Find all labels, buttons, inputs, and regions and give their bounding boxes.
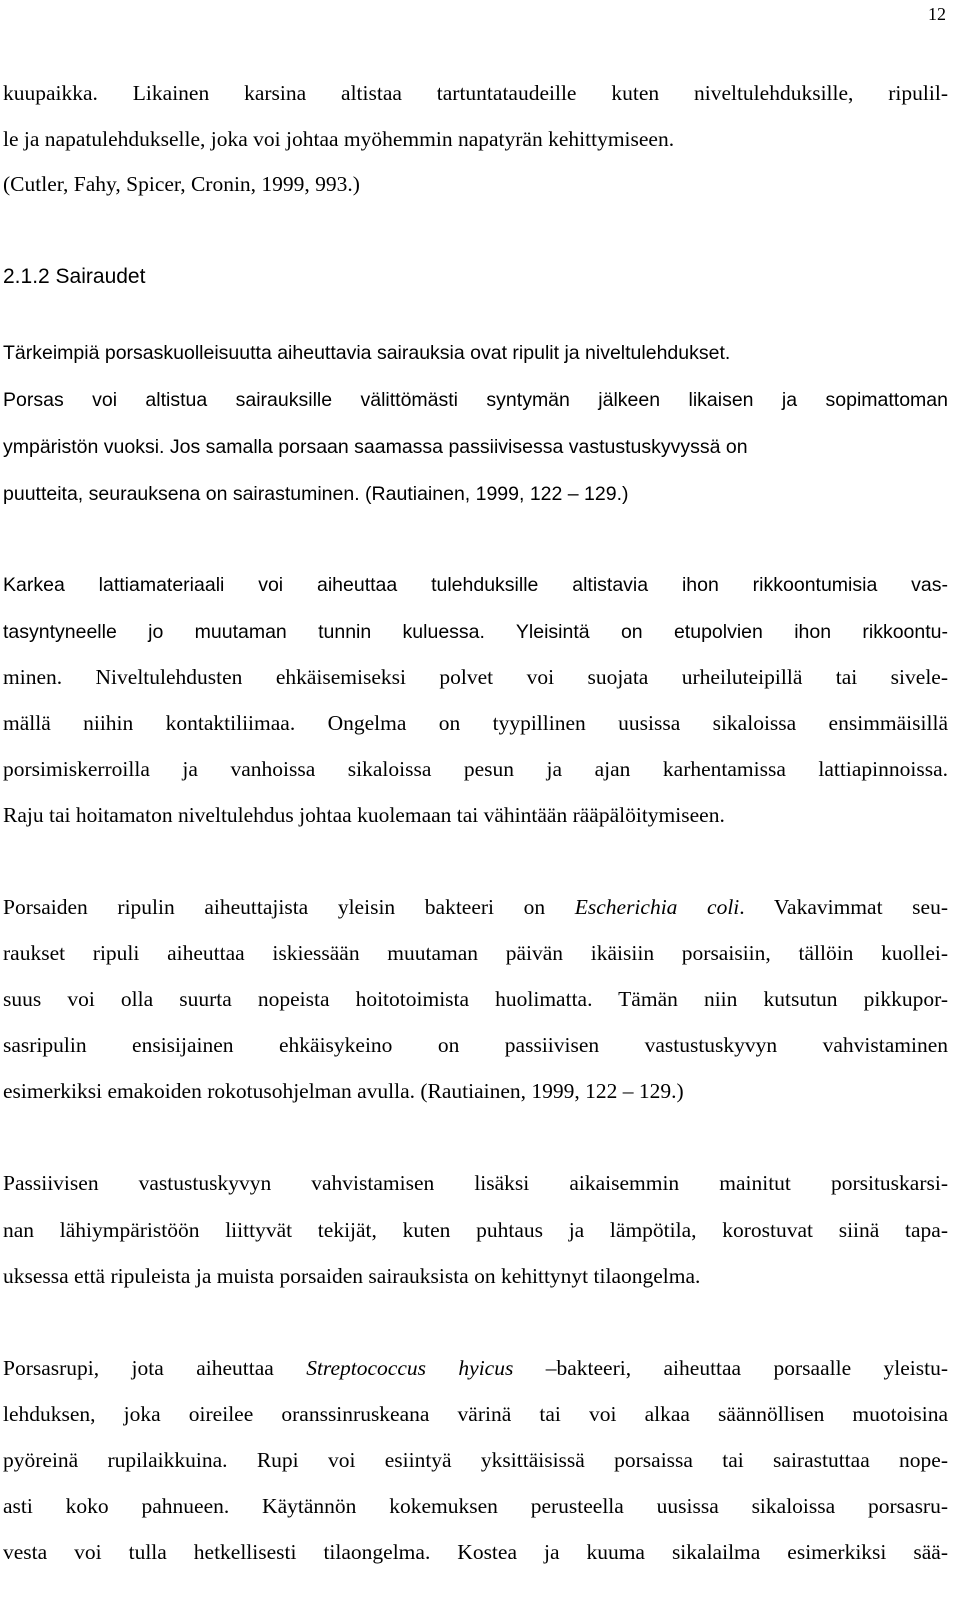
species-name-escherichia-coli: Escherichia coli <box>574 895 740 919</box>
paragraph-5-line-2: nan lähiympäristöön liittyvät tekijät, kuten puhtaus ja lämpötila, korostuvat siinä tapa- <box>3 1218 948 1242</box>
section-heading: 2.1.2 Sairaudet <box>3 265 146 288</box>
paragraph-3-line-6: Raju tai hoitamaton niveltulehdus johtaa kuolemaan tai vähintään rääpälöitymiseen. <box>3 803 725 827</box>
paragraph-6-line-4: asti koko pahnueen. Käytännön kokemuksen perusteella uusissa sikaloissa porsasru- <box>3 1494 948 1518</box>
species-name-streptococcus-hyicus: Streptococcus hyicus <box>306 1356 514 1380</box>
page-number: 12 <box>928 4 946 24</box>
paragraph-6-line-3: pyöreinä rupilaikkuina. Rupi voi esiintyä yksittäisissä porsaissa tai sairastuttaa nope- <box>3 1448 948 1472</box>
paragraph-1-line-3: (Cutler, Fahy, Spicer, Cronin, 1999, 993.) <box>3 172 360 196</box>
paragraph-4-line-1-text-a: Porsaiden ripulin aiheuttajista yleisin bakteeri on <box>3 895 575 919</box>
paragraph-4-line-2: raukset ripuli aiheuttaa iskiessään muutaman päivän ikäisiin porsaisiin, tällöin kuollei- <box>3 941 948 965</box>
paragraph-3-line-2: tasyntyneelle jo muutaman tunnin kuluessa. Yleisintä on etupolvien ihon rikkoontu- <box>3 621 948 643</box>
paragraph-3-line-5: porsimiskerroilla ja vanhoissa sikaloissa pesun ja ajan karhentamissa lattiapinnoissa. <box>3 757 948 781</box>
paragraph-3-line-3: minen. Niveltulehdusten ehkäisemiseksi polvet voi suojata urheiluteipillä tai sivele- <box>3 665 948 689</box>
paragraph-3-line-4: mällä niihin kontaktiliimaa. Ongelma on tyypillinen uusissa sikaloissa ensimmäisillä <box>3 711 948 735</box>
paragraph-6-line-5: vesta voi tulla hetkellisesti tilaongelma. Kostea ja kuuma sikalailma esimerkiksi sää- <box>3 1540 948 1564</box>
paragraph-1-line-1: kuupaikka. Likainen karsina altistaa tartuntataudeille kuten niveltulehduksille, ripulil- <box>3 81 948 105</box>
paragraph-5-line-1: Passiivisen vastustuskyvyn vahvistamisen lisäksi aikaisemmin mainitut porsituskarsi- <box>3 1171 948 1195</box>
paragraph-2-line-2: Porsas voi altistua sairauksille välittömästi syntymän jälkeen likaisen ja sopimattoman <box>3 389 948 411</box>
paragraph-4-line-1 <box>3 894 948 920</box>
paragraph-4-line-3: suus voi olla suurta nopeista hoitotoimista huolimatta. Tämän niin kutsutun pikkupor- <box>3 987 948 1011</box>
paragraph-2-line-3: ympäristön vuoksi. Jos samalla porsaan saamassa passiivisessa vastustuskyvyssä on <box>3 436 748 458</box>
paragraph-4-line-4: sasripulin ensisijainen ehkäisykeino on passiivisen vastustuskyvyn vahvistaminen <box>3 1033 948 1057</box>
paragraph-6-line-1 <box>3 1355 948 1381</box>
paragraph-2-line-4: puutteita, seurauksena on sairastuminen. (Rautiainen, 1999, 122 – 129.) <box>3 483 629 505</box>
paragraph-6-line-2: lehduksen, joka oireilee oranssinruskeana värinä tai voi alkaa säännöllisen muotoisina <box>3 1402 948 1426</box>
paragraph-6-line-1-text-a: Porsasrupi, jota aiheuttaa <box>3 1356 307 1380</box>
paragraph-5-line-3: uksessa että ripuleista ja muista porsaiden sairauksista on kehittynyt tilaongelma. <box>3 1264 701 1288</box>
paragraph-4-line-5: esimerkiksi emakoiden rokotusohjelman avulla. (Rautiainen, 1999, 122 – 129.) <box>3 1079 684 1103</box>
paragraph-3-line-1: Karkea lattiamateriaali voi aiheuttaa tulehduksille altistavia ihon rikkoontumisia vas- <box>3 574 948 596</box>
paragraph-1-line-2: le ja napatulehdukselle, joka voi johtaa myöhemmin napatyrän kehittymiseen. <box>3 127 675 151</box>
paragraph-4-line-1-text-c: . Vakavimmat seu- <box>739 895 948 919</box>
paragraph-6-line-1-text-c: –bakteeri, aiheuttaa porsaalle yleistu- <box>513 1356 949 1380</box>
paragraph-2-line-1: Tärkeimpiä porsaskuolleisuutta aiheuttavia sairauksia ovat ripulit ja niveltulehdukset. <box>3 342 731 364</box>
